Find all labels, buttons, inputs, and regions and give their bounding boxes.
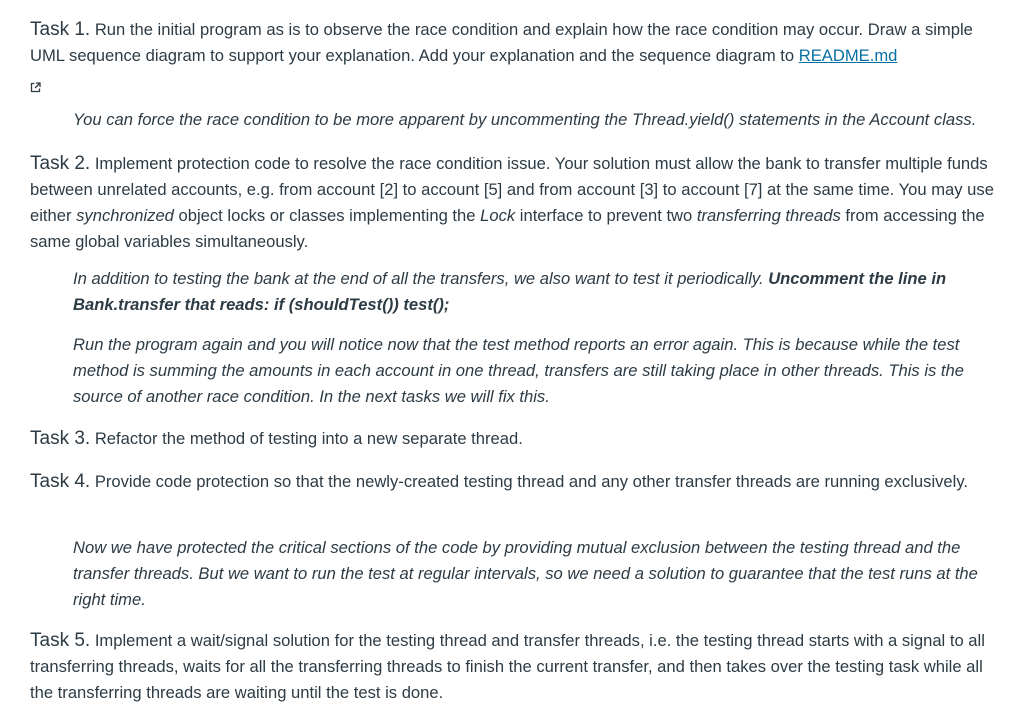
- task-5: [30, 628, 1000, 706]
- task-5-label: Task 5.: [30, 630, 91, 651]
- task-4: [30, 469, 1000, 495]
- note-periodic-test: [73, 266, 998, 318]
- task-2: [30, 151, 1000, 255]
- task-4-label: Task 4.: [30, 471, 91, 492]
- task-5-text: Implement a wait/signal solution for the testing thread and transfer threads, i.e. the testing thread starts with a signal to all transferring threads, waits for all the transferring threads to finish the current transfer, and then takes over the testing task while all the transferring threads are waiting until the test is done.: [30, 631, 985, 702]
- task-1-label: Task 1.: [30, 19, 91, 40]
- task-3-label: Task 3.: [30, 428, 91, 449]
- readme-link[interactable]: README.md: [798, 46, 898, 65]
- task-2-em-lock: Lock: [480, 206, 516, 225]
- external-link-icon[interactable]: [30, 75, 41, 101]
- task-3: [30, 426, 1000, 452]
- task-4-text: Provide code protection so that the newly-created testing thread and any other transfer threads are running exclusively.: [90, 472, 969, 491]
- task-2-em-transferring-threads: transferring threads: [696, 206, 841, 225]
- task-2-text-c: interface to prevent two: [515, 206, 697, 225]
- note-rerun-program: Run the program again and you will notice now that the test method reports an error again. This is because while the test method is summing the amounts in each account in one thread, transfers are still taking place in other threads. This is the source of another race condition. In the next tasks we will fix this.: [73, 335, 964, 406]
- task-2-label: Task 2.: [30, 153, 91, 174]
- note-thread-yield: You can force the race condition to be more apparent by uncommenting the Thread.yield() statements in the Account class.: [73, 110, 977, 129]
- task-2-text-b: object locks or classes implementing the: [173, 206, 481, 225]
- task-1-text: Run the initial program as is to observe the race condition and explain how the race condition may occur. Draw a simple UML sequence diagram to support your explanation. Add your explanation and the sequence diagram to: [30, 20, 973, 65]
- note-critical-sections: Now we have protected the critical sections of the code by providing mutual exclusion between the testing thread and the transfer threads. But we want to run the test at regular intervals, so we need a solution to guarantee that the test runs at the right time.: [73, 538, 978, 609]
- task-2-text-d: from accessing the same global variables simultaneously.: [30, 206, 985, 251]
- note-periodic-test-text: In addition to testing the bank at the end of all the transfers, we also want to test it periodically.: [73, 269, 769, 288]
- note-periodic-test-bold: Uncomment the line in Bank.transfer that reads: if (shouldTest()) test();: [73, 269, 947, 314]
- task-3-text: Refactor the method of testing into a new separate thread.: [90, 429, 523, 448]
- task-2-text-a: Implement protection code to resolve the race condition issue. Your solution must allow the bank to transfer multiple funds between unrelated accounts, e.g. from account [2] to account [5] and from account [3] to account [7] at the same time. You may use either: [30, 154, 994, 225]
- task-2-em-synchronized: synchronized: [76, 206, 174, 225]
- task-1: [30, 17, 1000, 101]
